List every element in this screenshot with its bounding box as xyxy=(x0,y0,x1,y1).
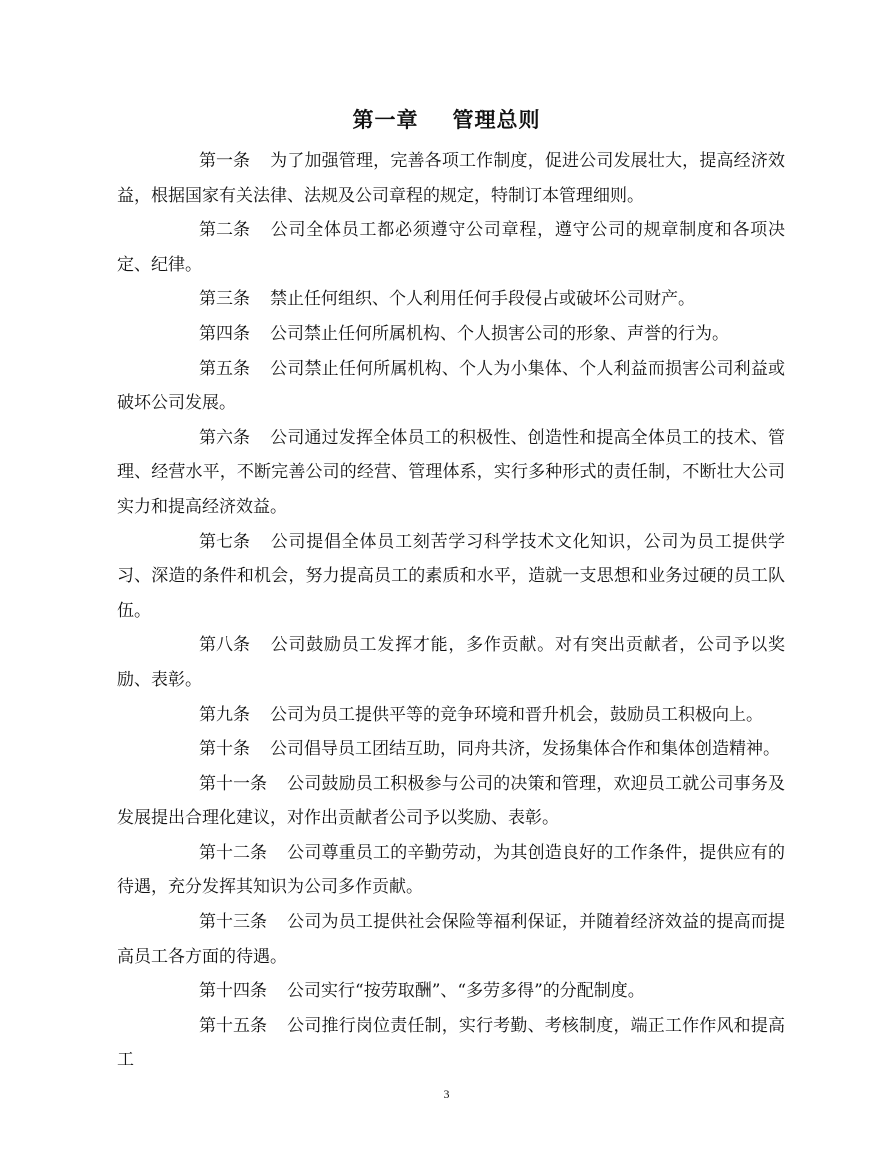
article-text: 公司鼓励员工发挥才能，多作贡献。对有突出贡献者，公司予以奖励、表彰。 xyxy=(117,635,785,690)
article-number: 第十四条 xyxy=(199,981,267,1002)
article-8 xyxy=(117,628,785,697)
article-number: 第三条 xyxy=(199,289,250,310)
article-13 xyxy=(117,905,785,974)
article-number: 第七条 xyxy=(199,531,250,552)
article-number: 第十二条 xyxy=(199,842,267,863)
document-body xyxy=(117,144,785,1078)
article-number: 第一条 xyxy=(199,151,250,171)
page-number: 3 xyxy=(443,1087,450,1101)
chapter-heading xyxy=(0,104,893,136)
article-text: 公司倡导员工团结互助，同舟共济，发扬集体合作和集体创造精神。 xyxy=(270,739,780,760)
article-text: 公司为员工提供社会保险等福利保证，并随着经济效益的提高而提高员工各方面的待遇。 xyxy=(117,912,785,967)
article-number: 第十条 xyxy=(199,739,250,760)
article-text: 公司禁止任何所属机构、个人为小集体、个人利益而损害公司利益或破坏公司发展。 xyxy=(117,358,785,414)
article-text: 公司实行“按劳取酬”、“多劳多得”的分配制度。 xyxy=(287,981,645,1002)
article-text: 为了加强管理，完善各项工作制度，促进公司发展壮大，提高经济效益，根据国家有关法律、法规及公司章程的规定，特制订本管理细则。 xyxy=(117,151,785,206)
article-number: 第十五条 xyxy=(199,1015,267,1036)
article-text: 公司为员工提供平等的竞争环境和晋升机会，鼓励员工积极向上。 xyxy=(270,704,763,725)
article-number: 第十一条 xyxy=(199,773,267,794)
article-6 xyxy=(117,421,785,525)
article-text: 禁止任何组织、个人利用任何手段侵占或破坏公司财产。 xyxy=(270,289,695,310)
article-number: 第二条 xyxy=(199,220,250,241)
article-1 xyxy=(117,144,785,213)
article-text: 公司鼓励员工积极参与公司的决策和管理，欢迎员工就公司事务及发展提出合理化建议，对作出贡献者公司予以奖励、表彰。 xyxy=(117,773,785,829)
article-text: 公司推行岗位责任制，实行考勤、考核制度，端正工作作风和提高工 xyxy=(117,1015,785,1071)
article-text: 公司全体员工都必须遵守公司章程，遵守公司的规章制度和各项决定、纪律。 xyxy=(117,220,785,275)
article-number: 第四条 xyxy=(199,323,250,344)
article-text: 公司禁止任何所属机构、个人损害公司的形象、声誉的行为。 xyxy=(270,323,729,344)
article-text: 公司尊重员工的辛勤劳动，为其创造良好的工作条件，提供应有的待遇，充分发挥其知识为公司多作贡献。 xyxy=(117,842,785,898)
article-14 xyxy=(117,974,785,1009)
article-7 xyxy=(117,525,785,629)
article-5 xyxy=(117,352,785,421)
article-11 xyxy=(117,767,785,836)
article-3 xyxy=(117,282,785,317)
article-number: 第八条 xyxy=(199,635,250,656)
chapter-number: 第一章 xyxy=(352,108,419,132)
article-10 xyxy=(117,732,785,767)
article-4 xyxy=(117,317,785,352)
article-text: 公司通过发挥全体员工的积极性、创造性和提高全体员工的技术、管理、经营水平，不断完善公司的经营、管理体系，实行多种形式的责任制，不断壮大公司实力和提高经济效益。 xyxy=(117,427,785,517)
article-text: 公司提倡全体员工刻苦学习科学技术文化知识，公司为员工提供学习、深造的条件和机会，努力提高员工的素质和水平，造就一支思想和业务过硬的员工队伍。 xyxy=(117,531,785,621)
article-12 xyxy=(117,836,785,905)
article-2 xyxy=(117,213,785,282)
chapter-title: 管理总则 xyxy=(452,108,541,132)
article-9 xyxy=(117,698,785,733)
article-number: 第六条 xyxy=(199,427,250,448)
article-number: 第九条 xyxy=(199,704,250,725)
article-number: 第五条 xyxy=(199,358,250,379)
article-15 xyxy=(117,1009,785,1078)
article-number: 第十三条 xyxy=(199,912,267,933)
